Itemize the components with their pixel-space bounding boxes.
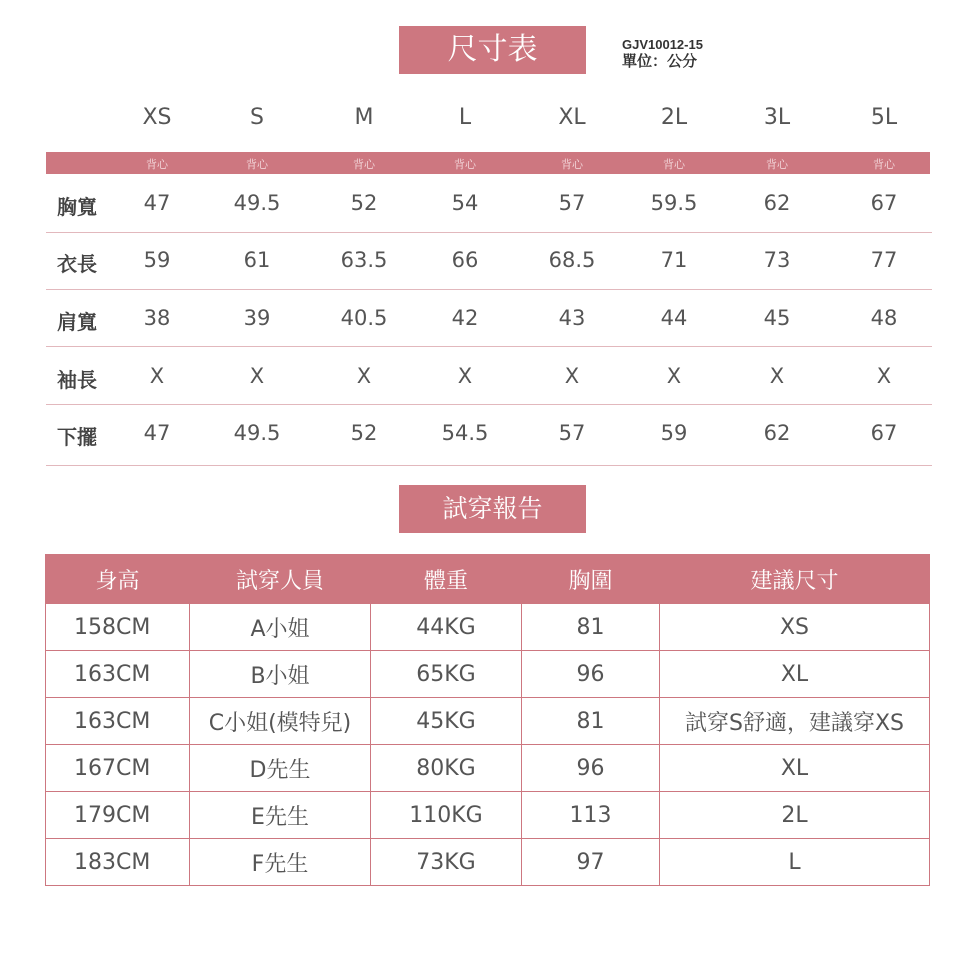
tester-cell: F先生	[190, 839, 371, 886]
measure-value: X	[666, 364, 682, 388]
suggested-size-cell: 2L	[660, 792, 930, 839]
tester-cell: D先生	[190, 745, 371, 792]
measure-value: 63.5	[340, 248, 388, 272]
height-cell: 163CM	[46, 651, 190, 698]
measure-value: 59	[143, 248, 171, 272]
measure-value: 47	[143, 191, 171, 215]
measure-value: 66	[451, 248, 479, 272]
product-code: GJV10012-15	[622, 37, 703, 52]
row-divider	[46, 232, 932, 233]
measure-value: 73	[763, 248, 791, 272]
tester-cell: E先生	[190, 792, 371, 839]
height-cell: 167CM	[46, 745, 190, 792]
measure-label: 下擺	[57, 425, 97, 449]
measure-value: X	[564, 364, 580, 388]
measure-value: 77	[870, 248, 898, 272]
bust-cell: 113	[522, 792, 660, 839]
measure-value: 62	[763, 421, 791, 445]
measure-value: 52	[350, 191, 378, 215]
measure-value: 42	[451, 306, 479, 330]
measure-value: 44	[660, 306, 688, 330]
measure-value: 67	[870, 421, 898, 445]
header-height: 身高	[46, 555, 190, 604]
measure-value: 59	[660, 421, 688, 445]
measure-value: 71	[660, 248, 688, 272]
measure-value: X	[876, 364, 892, 388]
suggested-size-cell: XL	[660, 651, 930, 698]
suggested-size-cell: XL	[660, 745, 930, 792]
height-cell: 183CM	[46, 839, 190, 886]
suggested-size-cell: L	[660, 839, 930, 886]
style-label: 背心	[454, 158, 476, 171]
measure-value: 40.5	[340, 306, 388, 330]
tester-cell: C小姐(模特兒)	[190, 698, 371, 745]
size-header-3l: 3L	[763, 105, 791, 130]
weight-cell: 65KG	[371, 651, 522, 698]
bust-cell: 81	[522, 698, 660, 745]
measure-value: 47	[143, 421, 171, 445]
measure-value: 59.5	[650, 191, 698, 215]
measure-value: 57	[558, 191, 586, 215]
measure-value: X	[769, 364, 785, 388]
height-cell: 158CM	[46, 604, 190, 651]
measure-value: 45	[763, 306, 791, 330]
measure-value: 62	[763, 191, 791, 215]
measure-value: 38	[143, 306, 171, 330]
report-row	[46, 604, 930, 651]
row-divider	[46, 289, 932, 290]
measure-value: 39	[243, 306, 271, 330]
style-label: 背心	[146, 158, 168, 171]
measure-value: 57	[558, 421, 586, 445]
measure-value: 67	[870, 191, 898, 215]
measure-label: 袖長	[57, 368, 97, 392]
bust-cell: 97	[522, 839, 660, 886]
size-header-l: L	[458, 105, 472, 130]
bust-cell: 96	[522, 651, 660, 698]
measure-label: 肩寬	[57, 310, 97, 334]
style-label: 背心	[766, 158, 788, 171]
measure-label: 胸寬	[57, 195, 97, 219]
suggested-size-cell: XS	[660, 604, 930, 651]
report-title: 試穿報告	[399, 485, 586, 533]
bust-cell: 96	[522, 745, 660, 792]
measure-value: 43	[558, 306, 586, 330]
product-meta	[622, 37, 703, 69]
size-header-xs: XS	[142, 105, 172, 130]
measure-value: X	[149, 364, 165, 388]
measure-value: 49.5	[233, 421, 281, 445]
row-divider	[46, 404, 932, 405]
measure-value: 54	[451, 191, 479, 215]
size-chart-band	[46, 152, 930, 174]
size-header-s: S	[250, 105, 264, 130]
measure-value: 68.5	[548, 248, 596, 272]
style-label: 背心	[353, 158, 375, 171]
report-row	[46, 745, 930, 792]
measure-value: X	[457, 364, 473, 388]
try-on-report-table	[45, 554, 930, 886]
weight-cell: 110KG	[371, 792, 522, 839]
style-label: 背心	[246, 158, 268, 171]
report-header-row	[46, 555, 930, 604]
size-header-m: M	[354, 105, 374, 130]
measure-value: 52	[350, 421, 378, 445]
measure-value: X	[356, 364, 372, 388]
tester-cell: A小姐	[190, 604, 371, 651]
measure-label: 衣長	[57, 252, 97, 276]
row-divider	[46, 346, 932, 347]
measure-value: 48	[870, 306, 898, 330]
row-divider	[46, 465, 932, 466]
bust-cell: 81	[522, 604, 660, 651]
weight-cell: 44KG	[371, 604, 522, 651]
height-cell: 163CM	[46, 698, 190, 745]
measure-value: 49.5	[233, 191, 281, 215]
style-label: 背心	[663, 158, 685, 171]
header-suggested-size: 建議尺寸	[660, 555, 930, 604]
report-row	[46, 839, 930, 886]
measure-value: 61	[243, 248, 271, 272]
suggested-size-cell: 試穿S舒適，建議穿XS	[660, 698, 930, 745]
unit-label: 單位：公分	[622, 52, 698, 70]
weight-cell: 73KG	[371, 839, 522, 886]
size-header-2l: 2L	[660, 105, 688, 130]
height-cell: 179CM	[46, 792, 190, 839]
weight-cell: 80KG	[371, 745, 522, 792]
style-label: 背心	[873, 158, 895, 171]
size-chart-title: 尺寸表	[399, 26, 586, 74]
header-bust: 胸圍	[522, 555, 660, 604]
report-row	[46, 792, 930, 839]
weight-cell: 45KG	[371, 698, 522, 745]
report-row	[46, 698, 930, 745]
measure-value: X	[249, 364, 265, 388]
report-row	[46, 651, 930, 698]
header-tester: 試穿人員	[190, 555, 371, 604]
style-label: 背心	[561, 158, 583, 171]
tester-cell: B小姐	[190, 651, 371, 698]
size-header-xl: XL	[558, 105, 586, 130]
header-weight: 體重	[371, 555, 522, 604]
measure-value: 54.5	[441, 421, 489, 445]
size-header-5l: 5L	[870, 105, 898, 130]
